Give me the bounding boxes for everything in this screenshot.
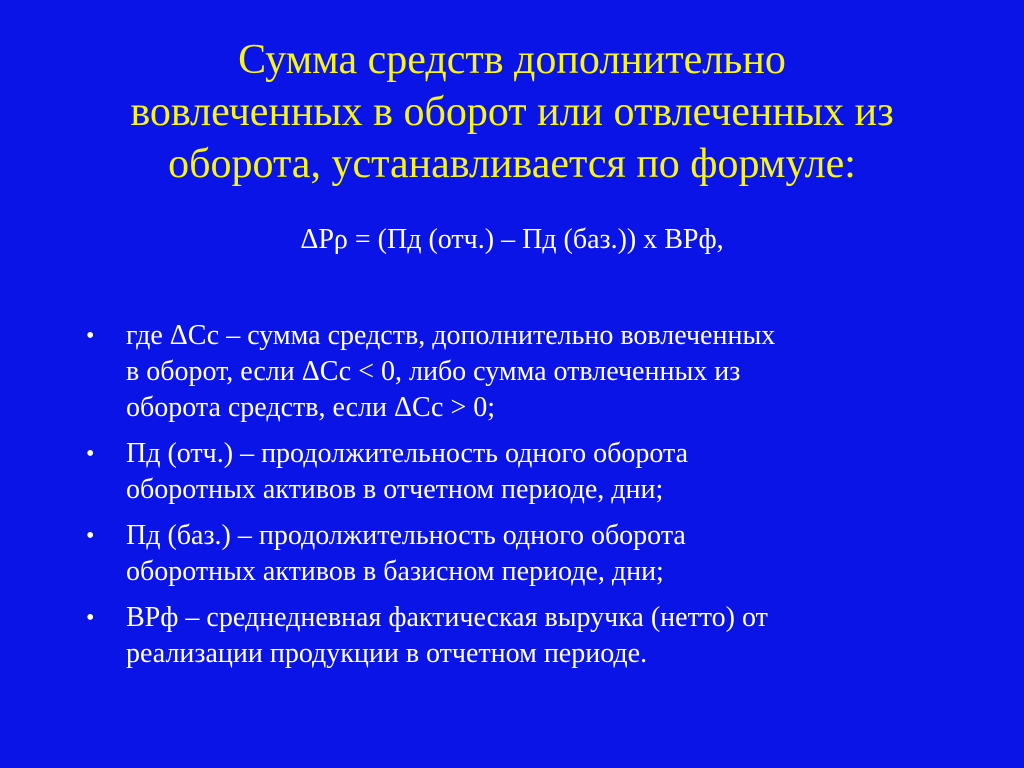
- bullet-list: [86, 318, 966, 682]
- bullet-line: реализации продукции в отчетном периоде.: [126, 638, 648, 669]
- bullet-item-definition-delta-cc: [86, 318, 966, 426]
- slide-title-line-2: вовлеченных в оборот или отвлеченных из: [130, 89, 894, 135]
- formula: ΔPρ = (Пд (отч.) – Пд (баз.)) х ВРф,: [300, 224, 724, 255]
- bullet-line: ВРф – среднедневная фактическая выручка (нетто) от: [126, 602, 768, 633]
- slide-title-line-1: Сумма средств дополнительно: [238, 37, 786, 83]
- bullet-marker: •: [86, 605, 95, 631]
- bullet-item-report-duration: [86, 436, 966, 508]
- slide-title-line-3: оборота, устанавливается по формуле:: [168, 141, 856, 187]
- bullet-line: оборота средств, если ΔСс > 0;: [126, 392, 496, 423]
- bullet-line: Пд (отч.) – продолжительность одного оборота: [126, 438, 689, 469]
- bullet-line: оборотных активов в отчетном периоде, дни;: [126, 474, 664, 505]
- bullet-line: оборотных активов в базисном периоде, дни;: [126, 556, 664, 587]
- bullet-marker: •: [86, 523, 95, 549]
- bullet-line: где ΔСс – сумма средств, дополнительно вовлеченных: [126, 320, 776, 351]
- bullet-line: в оборот, если ΔСс < 0, либо сумма отвлеченных из: [126, 356, 741, 387]
- bullet-marker: •: [86, 323, 95, 349]
- bullet-line: Пд (баз.) – продолжительность одного оборота: [126, 520, 686, 551]
- bullet-marker: •: [86, 441, 95, 467]
- bullet-item-base-duration: [86, 518, 966, 590]
- bullet-item-daily-revenue: [86, 600, 966, 672]
- slide-title: [40, 34, 984, 190]
